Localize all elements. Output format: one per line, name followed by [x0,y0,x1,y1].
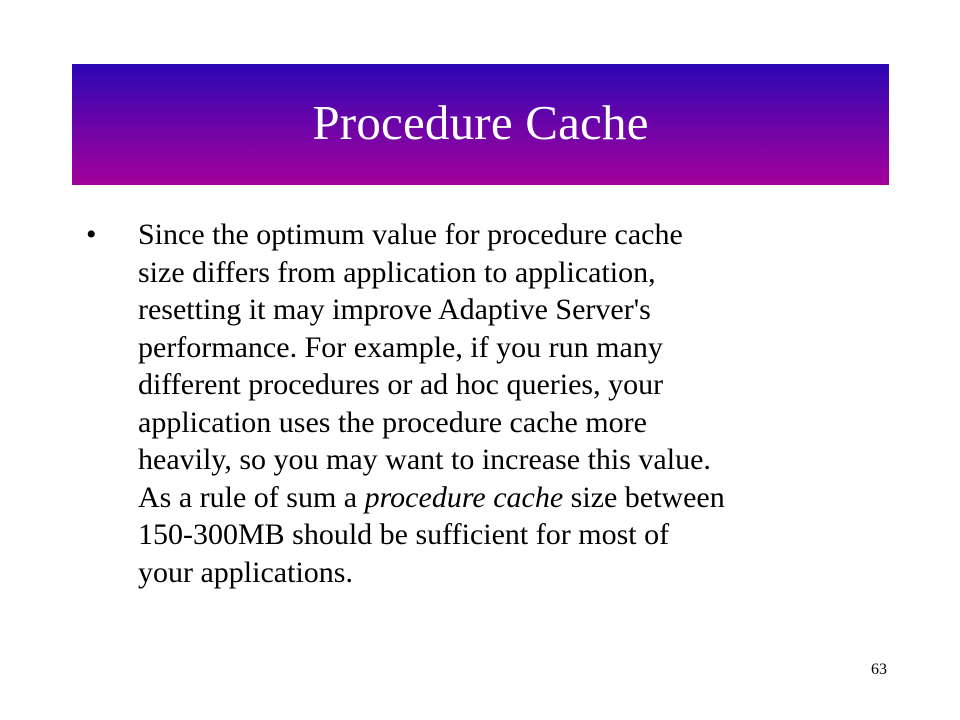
bullet-line-with-emphasis [138,479,876,517]
bullet-text [138,216,876,591]
bullet-line: performance. For example, if you run many [138,330,663,364]
bullet-line-end: size between [563,480,725,514]
slide-title: Procedure Cache [312,95,649,150]
bullet-line: 150-300MB should be sufficient for most of [138,518,670,551]
bullet-item [86,216,876,591]
bullet-line-start: As a rule of sum a [138,480,365,514]
bullet-marker: • [86,218,97,251]
bullet-line: your applications. [138,555,353,589]
slide-number: 63 [871,661,887,678]
bullet-line: heavily, so you may want to increase this value. [138,443,711,476]
bullet-line: different procedures or ad hoc queries, your [138,368,664,401]
bullet-line: application uses the procedure cache more [138,405,647,439]
title-banner [72,64,889,185]
bullet-line: size differs from application to application, [138,255,656,289]
bullet-line: resetting it may improve Adaptive Server's [138,293,651,326]
bullet-line: Since the optimum value for procedure cache [138,218,683,251]
emphasized-term: procedure cache [364,480,564,514]
